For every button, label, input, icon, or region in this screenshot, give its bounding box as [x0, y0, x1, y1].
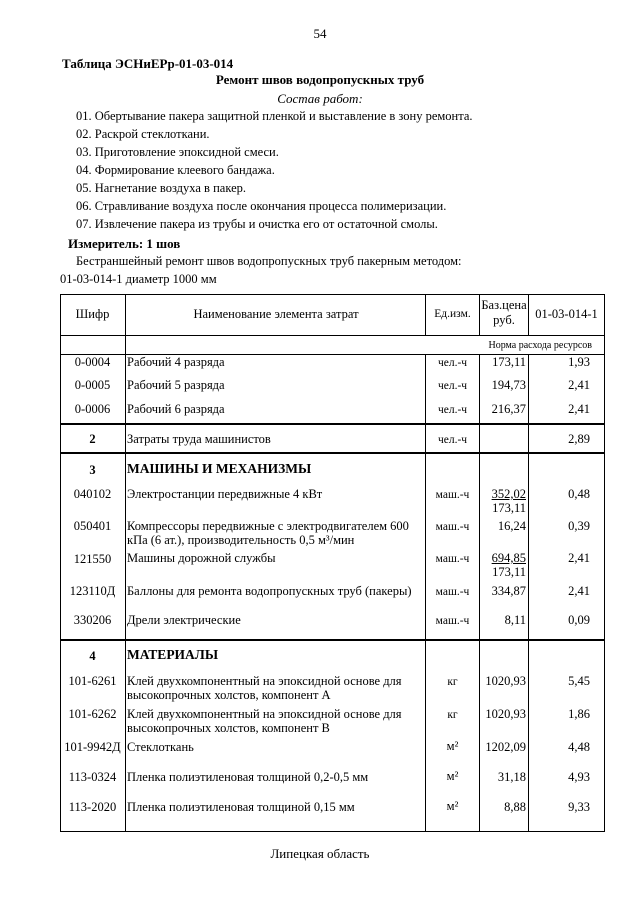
row-name: Затраты труда машинистов — [127, 432, 271, 446]
row-value: 0,39 — [568, 519, 590, 533]
row-code: 121550 — [73, 552, 112, 566]
row-name: Баллоны для ремонта водопропускных труб (пакеры) — [127, 584, 412, 598]
work-item: 02. Раскрой стеклоткани. — [76, 127, 210, 141]
row-name: Рабочий 4 разряда — [127, 355, 225, 369]
row-name: Стеклоткань — [127, 740, 194, 754]
row-name: Компрессоры передвижные с электродвигателем 600 — [127, 519, 409, 533]
row-name: Машины дорожной службы — [127, 551, 276, 565]
row-price: 216,37 — [491, 402, 526, 416]
row-name: Дрели электрические — [127, 613, 241, 627]
row-code: 113-2020 — [68, 800, 117, 814]
row-unit: маш.-ч — [435, 586, 470, 598]
work-item: 07. Извлечение пакера из трубы и очистка его от остаточной смолы. — [76, 217, 438, 231]
header-price: Баз.цена — [481, 298, 527, 312]
row-code: 101-6262 — [68, 707, 117, 721]
row-name: Рабочий 6 разряда — [127, 402, 225, 416]
row-price: 352,02 — [491, 487, 526, 501]
row-name: Электростанции передвижные 4 кВт — [127, 487, 323, 501]
row-code: 330206 — [73, 613, 112, 627]
row-price-alt: 173,11 — [492, 501, 526, 515]
row-price: 334,87 — [491, 584, 526, 598]
row-unit: чел.-ч — [437, 357, 468, 369]
section-title: МАТЕРИАЛЫ — [127, 647, 219, 662]
row-value: 2,89 — [568, 432, 590, 446]
row-value: 2,41 — [568, 402, 590, 416]
row-unit: чел.-ч — [437, 434, 468, 446]
row-name-cont: высокопрочных холстов, компонент В — [127, 721, 330, 735]
work-item: 03. Приготовление эпоксидной смеси. — [76, 145, 279, 159]
footer-region: Липецкая область — [270, 846, 370, 861]
row-price: 16,24 — [497, 519, 526, 533]
row-name: Пленка полиэтиленовая толщиной 0,15 мм — [127, 800, 355, 814]
row-name: Клей двухкомпонентный на эпоксидной основе для — [127, 707, 402, 721]
row-code: 101-9942Д — [64, 740, 121, 754]
row-price: 1202,09 — [485, 740, 526, 754]
row-value: 0,48 — [568, 487, 590, 501]
section-code: 4 — [89, 649, 96, 663]
row-unit: маш.-ч — [435, 553, 470, 565]
work-item: 06. Стравливание воздуха после окончания процесса полимеризации. — [76, 199, 447, 213]
row-unit: маш.-ч — [435, 521, 470, 533]
row-price: 31,18 — [497, 770, 526, 784]
header-name: Наименование элемента затрат — [193, 307, 359, 321]
row-code: 0-0005 — [74, 378, 111, 392]
row-unit: м² — [446, 769, 459, 783]
row-name: Рабочий 5 разряда — [127, 378, 225, 392]
row-unit: м² — [446, 739, 459, 753]
row-unit: чел.-ч — [437, 380, 468, 392]
row-code: 0-0004 — [74, 355, 111, 369]
header-unit: Ед.изм. — [434, 308, 471, 320]
row-unit: м² — [446, 799, 459, 813]
row-name: Клей двухкомпонентный на эпоксидной основе для — [127, 674, 402, 688]
row-price: 1020,93 — [485, 674, 526, 688]
row-name: Пленка полиэтиленовая толщиной 0,2-0,5 мм — [127, 770, 369, 784]
work-item: 05. Нагнетание воздуха в пакер. — [76, 181, 247, 195]
row-price: 173,11 — [492, 355, 526, 369]
resource-table — [60, 294, 605, 832]
work-description: Бестраншейный ремонт швов водопропускных труб пакерным методом: — [76, 254, 462, 268]
row-value: 5,45 — [568, 674, 590, 688]
row-price: 694,85 — [491, 551, 526, 565]
section-title: МАШИНЫ И МЕХАНИЗМЫ — [127, 461, 312, 476]
row-price: 8,88 — [504, 800, 526, 814]
table-title: Ремонт швов водопропускных труб — [215, 72, 425, 87]
row-value: 2,41 — [568, 378, 590, 392]
row-value: 1,93 — [568, 355, 590, 369]
row-price: 194,73 — [491, 378, 526, 392]
header-norm-code: 01-03-014-1 — [535, 307, 598, 321]
row-unit: маш.-ч — [435, 489, 470, 501]
row-unit: кг — [447, 709, 458, 721]
row-value: 9,33 — [568, 800, 590, 814]
row-value: 4,48 — [568, 740, 590, 754]
section-code: 3 — [89, 463, 96, 477]
row-value: 1,86 — [568, 707, 590, 721]
table-code: Таблица ЭСНиЕРр-01-03-014 — [62, 56, 234, 71]
row-price: 8,11 — [504, 613, 526, 627]
row-name-cont: высокопрочных холстов, компонент А — [127, 688, 331, 702]
row-value: 2,41 — [568, 584, 590, 598]
work-item: 04. Формирование клеевого бандажа. — [76, 163, 275, 177]
row-code: 050401 — [73, 519, 112, 533]
row-value: 4,93 — [568, 770, 590, 784]
norm-label: Норма расхода ресурсов — [488, 340, 592, 351]
row-value: 0,09 — [568, 613, 590, 627]
page-number: 54 — [313, 26, 327, 41]
work-item: 01. Обертывание пакера защитной пленкой и выставление в зону ремонта. — [76, 109, 473, 123]
row-code: 0-0006 — [74, 402, 111, 416]
row-unit: маш.-ч — [435, 615, 470, 627]
row-name-cont: кПа (6 ат.), производительность 0,5 м³/мин — [127, 533, 355, 547]
row-code: 101-6261 — [68, 674, 117, 688]
row-code: 113-0324 — [68, 770, 117, 784]
header-price-unit: руб. — [493, 313, 515, 327]
row-code: 2 — [89, 432, 96, 446]
row-code: 040102 — [73, 487, 112, 501]
header-code: Шифр — [75, 307, 110, 321]
composition-title: Состав работ: — [277, 91, 363, 106]
row-price-alt: 173,11 — [492, 565, 526, 579]
row-code: 123110Д — [69, 584, 116, 598]
row-value: 2,41 — [568, 551, 590, 565]
norm-code-line: 01-03-014-1 диаметр 1000 мм — [60, 272, 217, 286]
measure-unit: Измеритель: 1 шов — [68, 236, 181, 251]
row-unit: кг — [447, 676, 458, 688]
row-price: 1020,93 — [485, 707, 526, 721]
row-unit: чел.-ч — [437, 404, 468, 416]
